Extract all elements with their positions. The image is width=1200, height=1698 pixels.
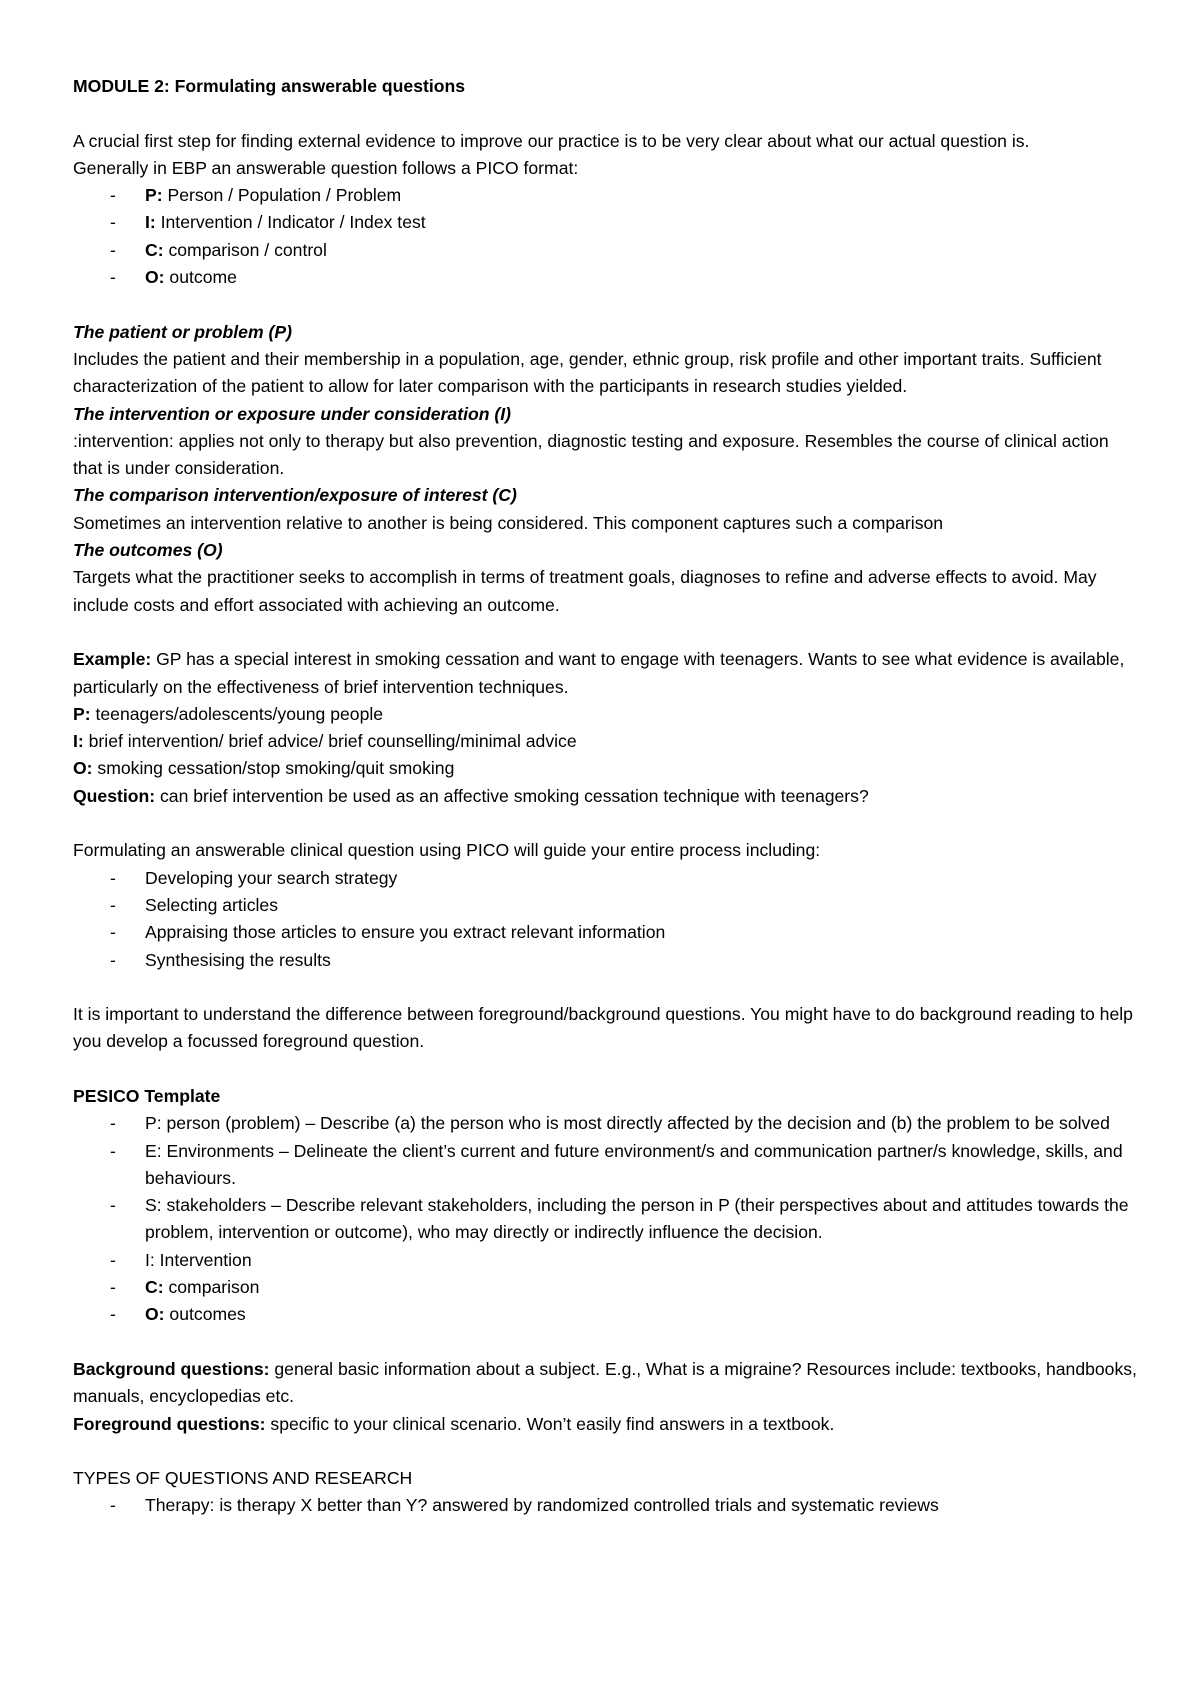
example-question: Question: can brief intervention be used as an affective smoking cessation technique with teenagers? xyxy=(73,785,869,806)
section-body-p: Includes the patient and their membership in a population, age, gender, ethnic group, risk profile and other important traits. Sufficient characterization of the patient to allow for later comparison with the participants in research studies yielded. xyxy=(73,348,1102,397)
section-body-c: Sometimes an intervention relative to another is being considered. This component captures such a comparison xyxy=(73,512,944,533)
list-item: - Developing your search strategy xyxy=(73,865,1140,892)
pico-list xyxy=(73,182,1140,291)
list-item: - P: Person / Population / Problem xyxy=(73,182,1140,209)
section-body-i: :intervention: applies not only to therapy but also prevention, diagnostic testing and exposure. Resembles the course of clinical action that is under consideration. xyxy=(73,430,1109,479)
example-line: O: smoking cessation/stop smoking/quit smoking xyxy=(73,758,455,779)
list-item: - Appraising those articles to ensure you extract relevant information xyxy=(73,919,1140,946)
process-lead: Formulating an answerable clinical question using PICO will guide your entire process including: xyxy=(73,840,821,861)
list-item: - E: Environments – Delineate the client’s current and future environment/s and communication partner/s knowledge, skills, and behaviours. xyxy=(73,1138,1140,1193)
background-questions: Background questions: general basic information about a subject. E.g., What is a migraine? Resources include: textbooks, handbooks, manuals, encyclopedias etc. xyxy=(73,1358,1137,1407)
section-heading-p: The patient or problem (P) xyxy=(73,321,292,342)
pesico-list xyxy=(73,1110,1140,1328)
list-item: - O: outcomes xyxy=(73,1301,1140,1328)
example-paragraph: Example: GP has a special interest in smoking cessation and want to engage with teenagers. Wants to see what evidence is available, particularly on the effectiveness of brief intervention techniques. xyxy=(73,649,1125,697)
section-heading-c: The comparison intervention/exposure of interest (C) xyxy=(73,485,517,506)
process-list xyxy=(73,865,1140,974)
list-item: - Therapy: is therapy X better than Y? answered by randomized controlled trials and systematic reviews xyxy=(73,1492,1140,1519)
list-item: - Synthesising the results xyxy=(73,947,1140,974)
list-item: - I: Intervention / Indicator / Index test xyxy=(73,209,1140,236)
list-item: - I: Intervention xyxy=(73,1247,1140,1274)
example-line: I: brief intervention/ brief advice/ brief counselling/minimal advice xyxy=(73,731,577,752)
types-heading: TYPES OF QUESTIONS AND RESEARCH xyxy=(73,1468,413,1489)
module-title: MODULE 2: Formulating answerable questions xyxy=(73,76,466,96)
list-item: - C: comparison xyxy=(73,1274,1140,1301)
foreground-questions: Foreground questions: specific to your clinical scenario. Won’t easily find answers in a textbook. xyxy=(73,1413,835,1434)
pico-lead: Generally in EBP an answerable question follows a PICO format: xyxy=(73,157,579,178)
list-item: - O: outcome xyxy=(73,264,1140,291)
list-item: - Selecting articles xyxy=(73,892,1140,919)
list-item: - S: stakeholders – Describe relevant stakeholders, including the person in P (their perspectives about and attitudes towards the problem, intervention or outcome), who may directly or indirectly influence the decision. xyxy=(73,1192,1140,1247)
section-heading-o: The outcomes (O) xyxy=(73,540,223,561)
section-heading-i: The intervention or exposure under consideration (I) xyxy=(73,403,511,424)
types-list xyxy=(73,1492,1140,1519)
pesico-heading: PESICO Template xyxy=(73,1085,221,1106)
list-item: - C: comparison / control xyxy=(73,237,1140,264)
intro-paragraph: A crucial first step for finding external evidence to improve our practice is to be very clear about what our actual question is. xyxy=(73,130,1030,151)
list-item: - P: person (problem) – Describe (a) the person who is most directly affected by the decision and (b) the problem to be solved xyxy=(73,1110,1140,1137)
foreground-background-note: It is important to understand the difference between foreground/background questions. You might have to do background reading to help you develop a focussed foreground question. xyxy=(73,1004,1133,1052)
section-body-o: Targets what the practitioner seeks to accomplish in terms of treatment goals, diagnoses to refine and adverse effects to avoid. May include costs and effort associated with achieving an outcome. xyxy=(73,567,1097,615)
example-line: P: teenagers/adolescents/young people xyxy=(73,703,384,724)
